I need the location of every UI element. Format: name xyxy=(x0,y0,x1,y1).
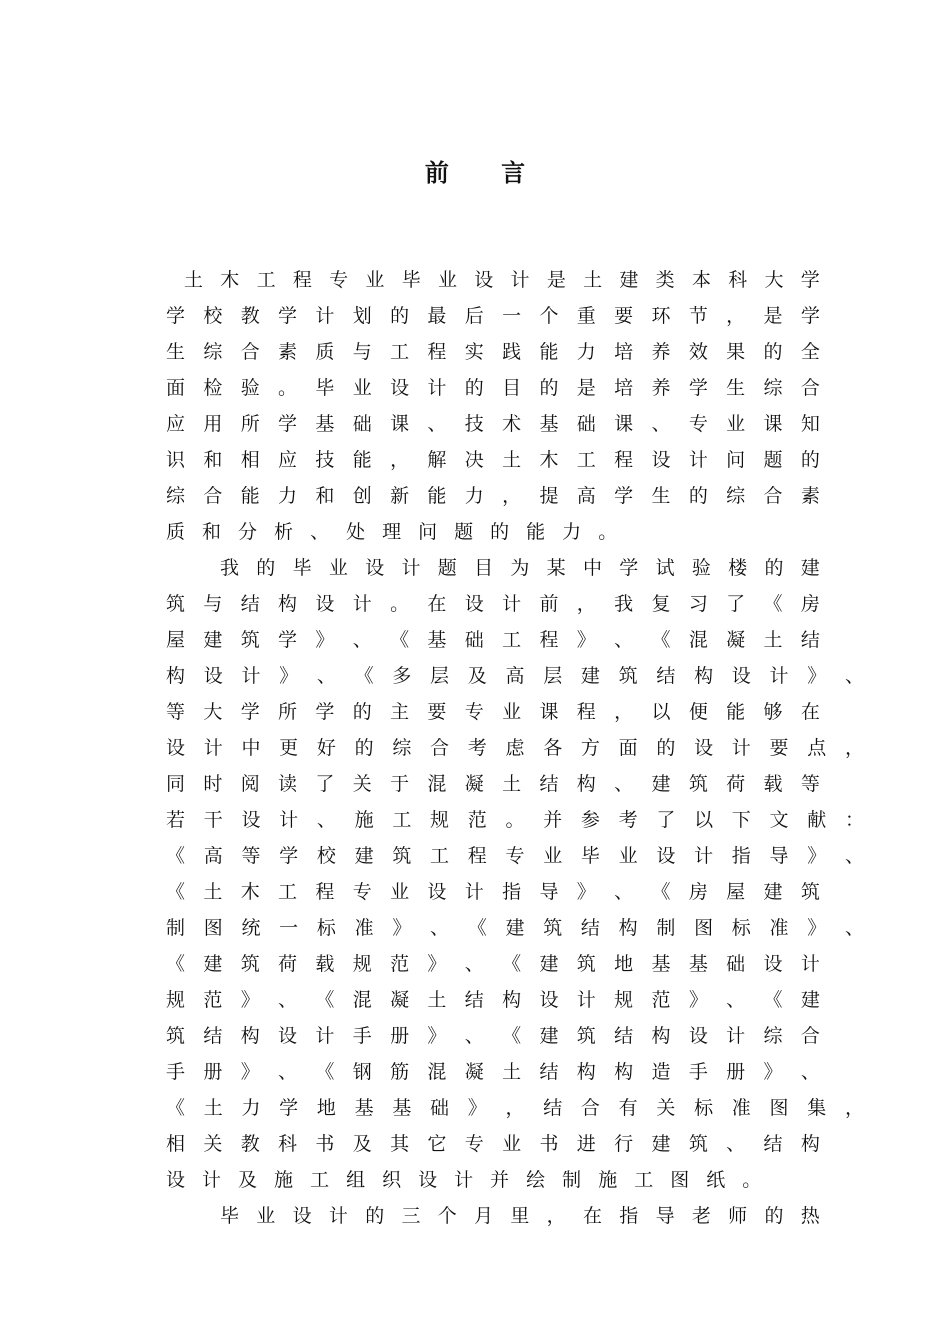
text-line: 屋 建 筑 学 》 、 《 基 础 工 程 》 、 《 混 凝 土 结 xyxy=(166,629,820,651)
text-line: 相 关 教 科 书 及 其 它 专 业 书 进 行 建 筑 、 结 构 xyxy=(166,1133,820,1155)
text-line: 制 图 统 一 标 准 》 、 《 建 筑 结 构 制 图 标 准 》 、 xyxy=(166,917,864,939)
text-line: 构 设 计 》 、 《 多 层 及 高 层 建 筑 结 构 设 计 》 、 xyxy=(166,665,864,687)
text-line: 综 合 能 力 和 创 新 能 力 ， 提 高 学 生 的 综 合 素 xyxy=(166,485,820,507)
text-line: 若 干 设 计 、 施 工 规 范 。 并 参 考 了 以 下 文 献 ： xyxy=(166,809,864,831)
text-line: 毕 业 设 计 的 三 个 月 里 ， 在 指 导 老 师 的 热 xyxy=(220,1205,820,1227)
text-line: 等 大 学 所 学 的 主 要 专 业 课 程 ， 以 便 能 够 在 xyxy=(166,701,820,723)
preface-body xyxy=(166,262,864,1234)
text-line: 规 范 》 、 《 混 凝 土 结 构 设 计 规 范 》 、 《 建 xyxy=(166,989,820,1011)
text-line: 应 用 所 学 基 础 课 、 技 术 基 础 课 、 专 业 课 知 xyxy=(166,413,820,435)
page-title: 前 言 xyxy=(424,158,548,187)
text-line: 《 土 木 工 程 专 业 设 计 指 导 》 、 《 房 屋 建 筑 xyxy=(166,881,820,903)
text-line: 土 木 工 程 专 业 毕 业 设 计 是 土 建 类 本 科 大 学 xyxy=(184,269,820,291)
text-line: 《 高 等 学 校 建 筑 工 程 专 业 毕 业 设 计 指 导 》 、 xyxy=(166,845,864,867)
text-line: 识 和 相 应 技 能 ， 解 决 土 木 工 程 设 计 问 题 的 xyxy=(166,449,820,471)
text-line: 《 土 力 学 地 基 基 础 》 ， 结 合 有 关 标 准 图 集 ， xyxy=(166,1097,864,1119)
text-line: 我 的 毕 业 设 计 题 目 为 某 中 学 试 验 楼 的 建 xyxy=(220,557,820,579)
text-line: 《 建 筑 荷 载 规 范 》 、 《 建 筑 地 基 基 础 设 计 xyxy=(166,953,820,975)
text-line: 同 时 阅 读 了 关 于 混 凝 土 结 构 、 建 筑 荷 载 等 xyxy=(166,773,820,795)
text-line: 筑 结 构 设 计 手 册 》 、 《 建 筑 结 构 设 计 综 合 xyxy=(166,1025,820,1047)
text-line: 设 计 中 更 好 的 综 合 考 虑 各 方 面 的 设 计 要 点 ， xyxy=(166,737,864,759)
text-line: 设 计 及 施 工 组 织 设 计 并 绘 制 施 工 图 纸 。 xyxy=(166,1169,762,1191)
text-line: 质 和 分 析 、 处 理 问 题 的 能 力 。 xyxy=(166,521,618,543)
text-line: 学 校 教 学 计 划 的 最 后 一 个 重 要 环 节 ， 是 学 xyxy=(166,305,820,327)
text-line: 手 册 》 、 《 钢 筋 混 凝 土 结 构 构 造 手 册 》 、 xyxy=(166,1061,820,1083)
text-line: 面 检 验 。 毕 业 设 计 的 目 的 是 培 养 学 生 综 合 xyxy=(166,377,820,399)
text-line: 生 综 合 素 质 与 工 程 实 践 能 力 培 养 效 果 的 全 xyxy=(166,341,820,363)
text-line: 筑 与 结 构 设 计 。 在 设 计 前 ， 我 复 习 了 《 房 xyxy=(166,593,820,615)
